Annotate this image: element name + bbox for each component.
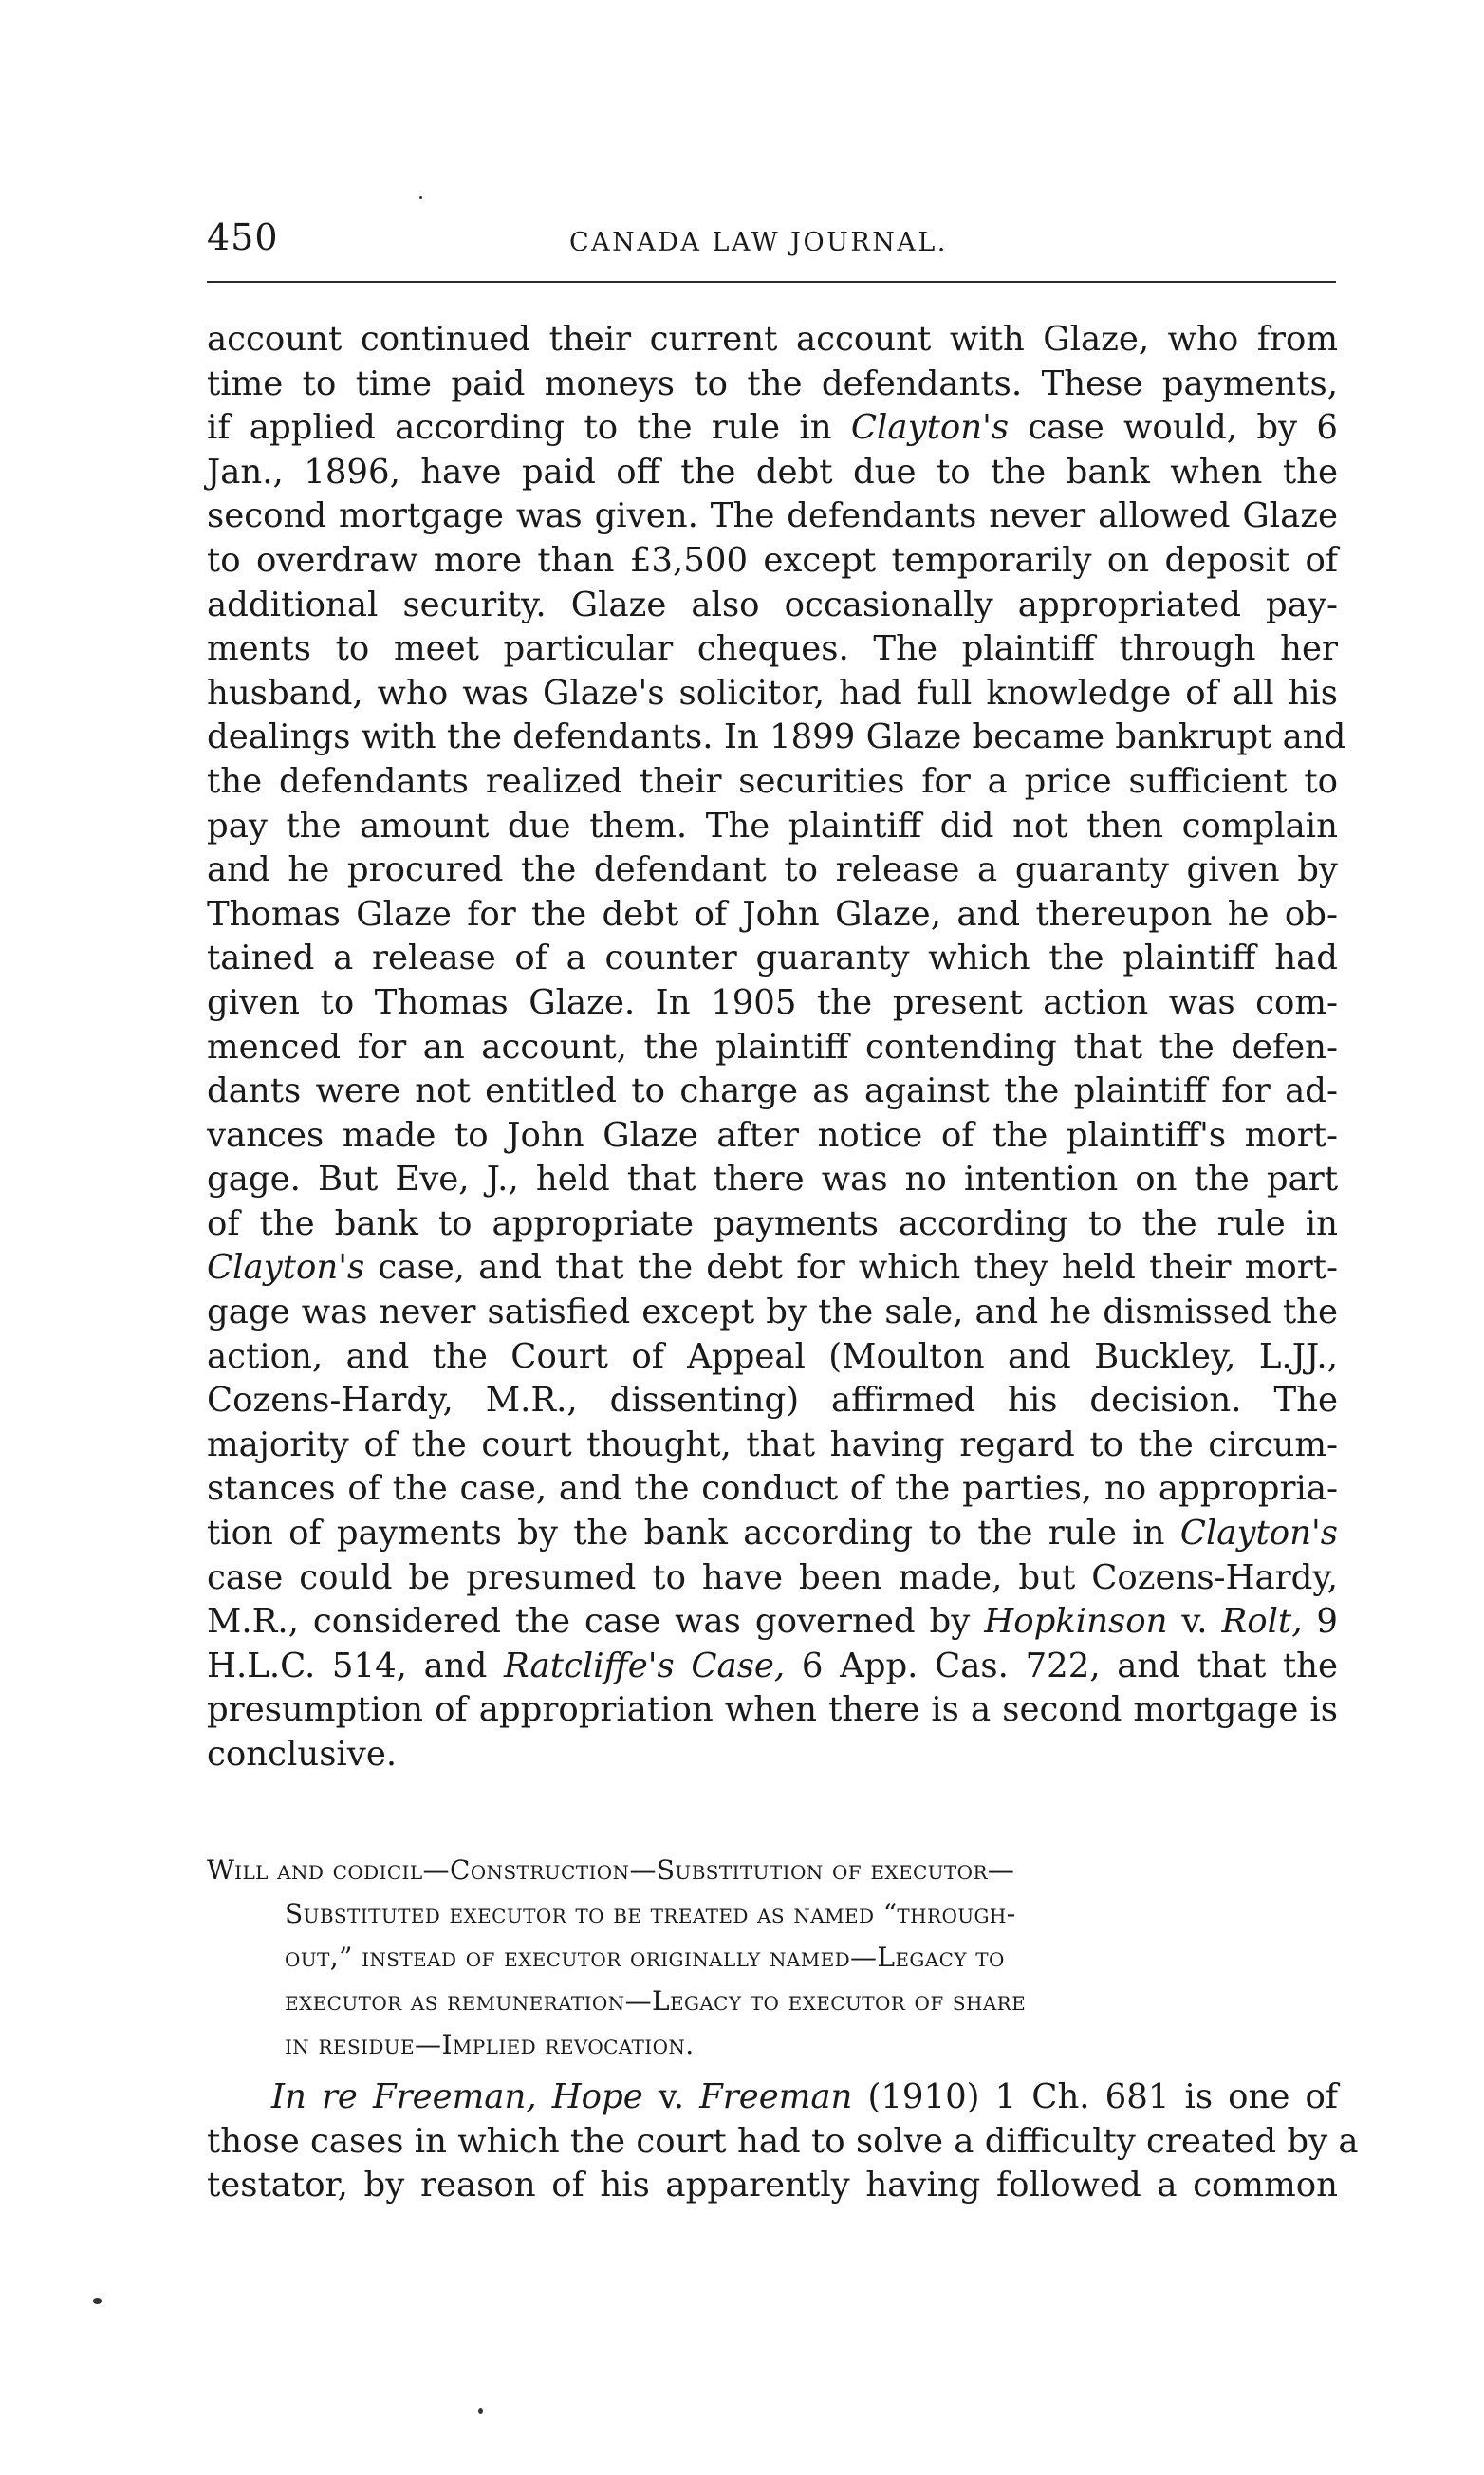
body-line: and he procured the defendant to release a guaranty given by xyxy=(207,850,1338,890)
case-line: In re Freeman, Hope v. Freeman (1910) 1 Ch. 681 is one of xyxy=(271,2077,1338,2116)
body-line: vances made to John Glaze after notice of the plaintiff's mort- xyxy=(207,1115,1338,1155)
section-heading xyxy=(207,1849,1338,2067)
body-line: husband, who was Glaze's solicitor, had full knowledge of all his xyxy=(207,673,1338,713)
body-line: H.L.C. 514, and Ratcliffe's Case, 6 App. Cas. 722, and that the xyxy=(207,1646,1338,1685)
body-paragraph xyxy=(207,318,1346,1777)
body-line: additional security. Glaze also occasionally appropriated pay- xyxy=(207,585,1338,624)
body-line: gage. But Eve, J., held that there was no intention on the part xyxy=(207,1160,1338,1200)
body-line: pay the amount due them. The plaintiff did not then complain xyxy=(207,806,1338,846)
journal-title: CANADA LAW JOURNAL. xyxy=(569,228,948,257)
heading-line: Substituted executor to be treated as named “through- xyxy=(285,1898,1016,1929)
heading-line: out,” instead of executor originally named—Legacy to xyxy=(285,1942,1005,1973)
body-line: presumption of appropriation when there is a second mortgage is xyxy=(207,1690,1338,1730)
scan-speck xyxy=(419,196,422,199)
body-line: Jan., 1896, have paid off the debt due to the bank when the xyxy=(207,452,1338,492)
body-line: action, and the Court of Appeal (Moulton and Buckley, L.JJ., xyxy=(207,1336,1338,1376)
heading-line: in residue—Implied revocation. xyxy=(285,2029,695,2060)
body-line: stances of the case, and the conduct of the parties, no appropria- xyxy=(207,1469,1338,1509)
header-rule xyxy=(207,281,1336,283)
body-line: ments to meet particular cheques. The plaintiff through her xyxy=(207,629,1338,669)
body-line: Thomas Glaze for the debt of John Glaze, and thereupon he ob- xyxy=(207,894,1338,934)
body-line: given to Thomas Glaze. In 1905 the present action was com- xyxy=(207,982,1338,1022)
body-line: Cozens-Hardy, M.R., dissenting) affirmed his decision. The xyxy=(207,1381,1338,1421)
body-line: M.R., considered the case was governed by Hopkinson v. Rolt, 9 xyxy=(207,1602,1338,1642)
body-line: the defendants realized their securities for a price sufficient to xyxy=(207,761,1338,801)
body-line: time to time paid moneys to the defendants. These payments, xyxy=(207,363,1338,403)
case-line: those cases in which the court had to solve a difficulty created by a xyxy=(207,2121,1359,2161)
body-line: dealings with the defendants. In 1899 Glaze became bankrupt and xyxy=(207,717,1346,757)
body-line: tained a release of a counter guaranty which the plaintiff had xyxy=(207,939,1338,978)
body-line: if applied according to the rule in Clayton's case would, by 6 xyxy=(207,408,1338,448)
heading-line: executor as remuneration—Legacy to executor of share xyxy=(285,1985,1027,2017)
body-line: menced for an account, the plaintiff contending that the defen- xyxy=(207,1027,1338,1067)
case-paragraph xyxy=(207,2075,1359,2208)
body-line: of the bank to appropriate payments according to the rule in xyxy=(207,1203,1338,1243)
body-line: to overdraw more than £3,500 except temporarily on deposit of xyxy=(207,540,1338,580)
scan-speck xyxy=(478,2408,483,2414)
running-head xyxy=(207,216,1338,264)
heading-line: Will and codicil—Construction—Substitution of executor— xyxy=(207,1854,1015,1886)
body-line: majority of the court thought, that having regard to the circum- xyxy=(207,1424,1338,1464)
body-line: tion of payments by the bank according to the rule in Clayton's xyxy=(207,1514,1338,1554)
body-line: case could be presumed to have been made, but Cozens-Hardy, xyxy=(207,1557,1338,1597)
case-line: testator, by reason of his apparently having followed a common xyxy=(207,2166,1338,2205)
body-line: conclusive. xyxy=(207,1735,398,1774)
scan-speck xyxy=(93,2298,102,2304)
page-number: 450 xyxy=(207,216,279,258)
body-line: gage was never satisfied except by the sale, and he dismissed the xyxy=(207,1293,1338,1332)
body-line: Clayton's case, and that the debt for which they held their mort- xyxy=(207,1248,1338,1288)
body-line: dants were not entitled to charge as against the plaintiff for ad- xyxy=(207,1071,1338,1111)
body-line: account continued their current account with Glaze, who from xyxy=(207,320,1338,359)
body-line: second mortgage was given. The defendants never allowed Glaze xyxy=(207,496,1338,536)
